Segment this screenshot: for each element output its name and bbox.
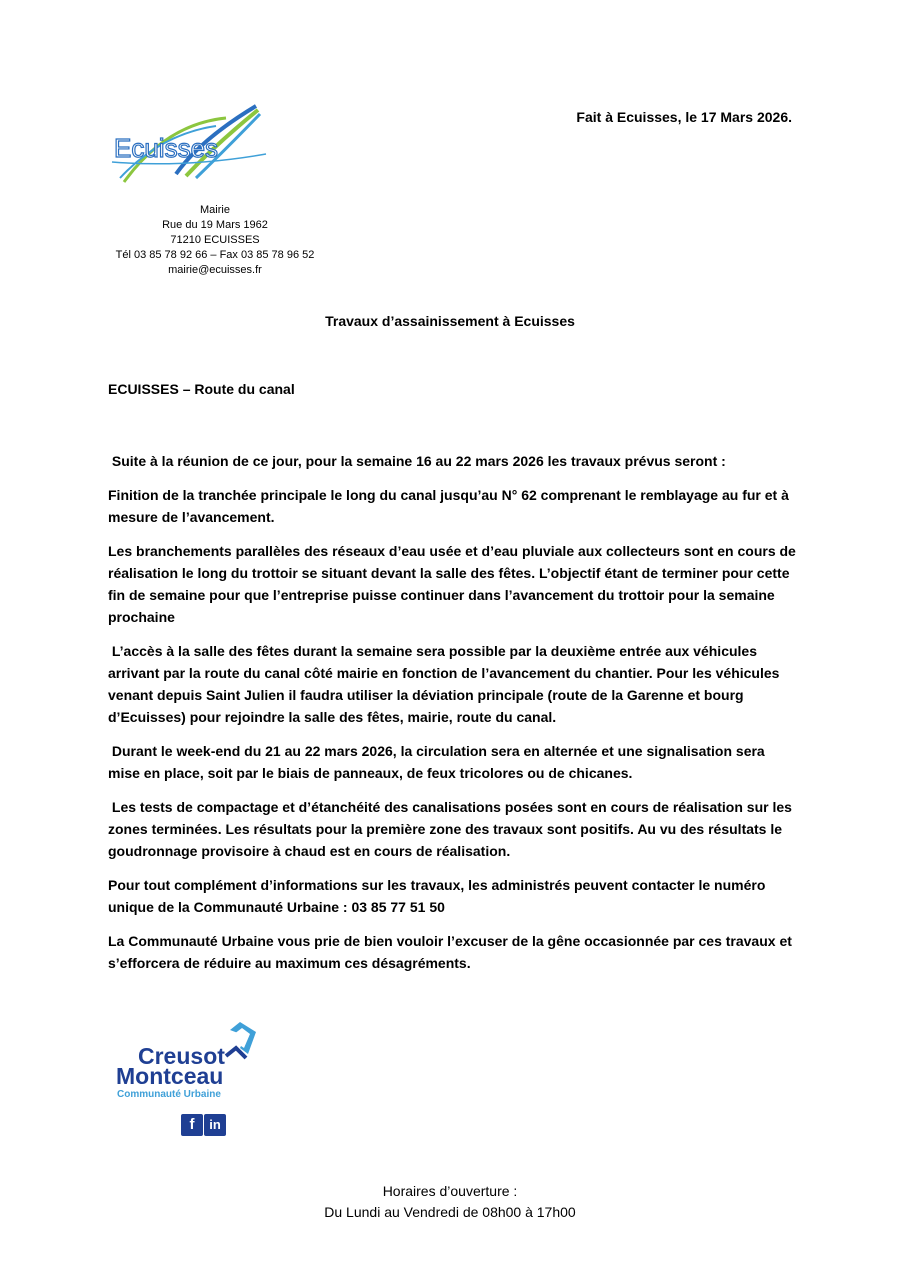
creusot-montceau-logo — [112, 1018, 272, 1108]
paragraph: Durant le week-end du 21 au 22 mars 2026, la circulation sera en alternée et une signalisation sera mise en place, soit par le biais de panneaux, de feux tricolores ou de chicanes. — [108, 743, 769, 781]
paragraph: La Communauté Urbaine vous prie de bien vouloir l’excuser de la gêne occasionnée par ces travaux et s’efforcera de réduire au maximum ces désagréments. — [108, 933, 792, 971]
logo-line-1: Creusot — [138, 1043, 225, 1069]
paragraph: Les tests de compactage et d’étanchéité des canalisations posées sont en cours de réalisation sur les zones terminées. Les résultats pour la première zone des travaux sont positifs. Au vu des résultats le goudronnage provisoire à chaud est en cours de réalisation. — [108, 799, 796, 859]
paragraph: L’accès à la salle des fêtes durant la semaine sera possible par la deuxième entrée aux véhicules arrivant par la route du canal côté mairie en fonction de l’avancement du chantier. Pour les véhicules venant depuis Saint Julien il faudra utiliser la déviation principale (route de la Garenne et bourg d’Ecuisses) pour rejoindre la salle des fêtes, mairie, route du canal. — [108, 643, 784, 725]
social-links — [181, 1114, 227, 1138]
letter-body — [108, 450, 798, 986]
ecuisses-logo — [106, 104, 270, 186]
facebook-icon[interactable]: f — [181, 1114, 203, 1136]
linkedin-icon[interactable]: in — [204, 1114, 226, 1136]
hours-value: Du Lundi au Vendredi de 08h00 à 17h00 — [324, 1204, 576, 1220]
date-line: Fait à Ecuisses, le 17 Mars 2026. — [576, 109, 792, 125]
mairie-address — [110, 203, 320, 278]
address-line: Rue du 19 Mars 1962 — [162, 219, 268, 231]
location-heading: ECUISSES – Route du canal — [108, 381, 295, 397]
paragraph: Suite à la réunion de ce jour, pour la semaine 16 au 22 mars 2026 les travaux prévus seront : — [108, 453, 726, 469]
paragraph: Finition de la tranchée principale le long du canal jusqu’au N° 62 comprenant le remblayage au fur et à mesure de l’avancement. — [108, 487, 789, 525]
paragraph: Les branchements parallèles des réseaux d’eau usée et d’eau pluviale aux collecteurs sont en cours de réalisation le long du trottoir se situant devant la salle des fêtes. L’objectif étant de terminer pour cette fin de semaine pour que l’entreprise puisse continuer dans l’avancement du trottoir pour la semaine prochaine — [108, 543, 796, 625]
logo-wordmark: Ecuisses — [114, 133, 219, 163]
address-email: mairie@ecuisses.fr — [168, 264, 262, 276]
hours-label: Horaires d’ouverture : — [382, 1183, 518, 1199]
address-line: Mairie — [200, 204, 230, 216]
logo-line-3: Communauté Urbaine — [117, 1089, 221, 1100]
opening-hours — [0, 1181, 900, 1223]
document-title: Travaux d’assainissement à Ecuisses — [325, 313, 575, 329]
logo-line-2: Montceau — [116, 1063, 224, 1089]
address-line: 71210 ECUISSES — [170, 234, 260, 246]
address-line: Tél 03 85 78 92 66 – Fax 03 85 78 96 52 — [115, 249, 315, 261]
paragraph: Pour tout complément d’informations sur les travaux, les administrés peuvent contacter le numéro unique de la Communauté Urbaine : 03 85 77 51 50 — [108, 877, 766, 915]
